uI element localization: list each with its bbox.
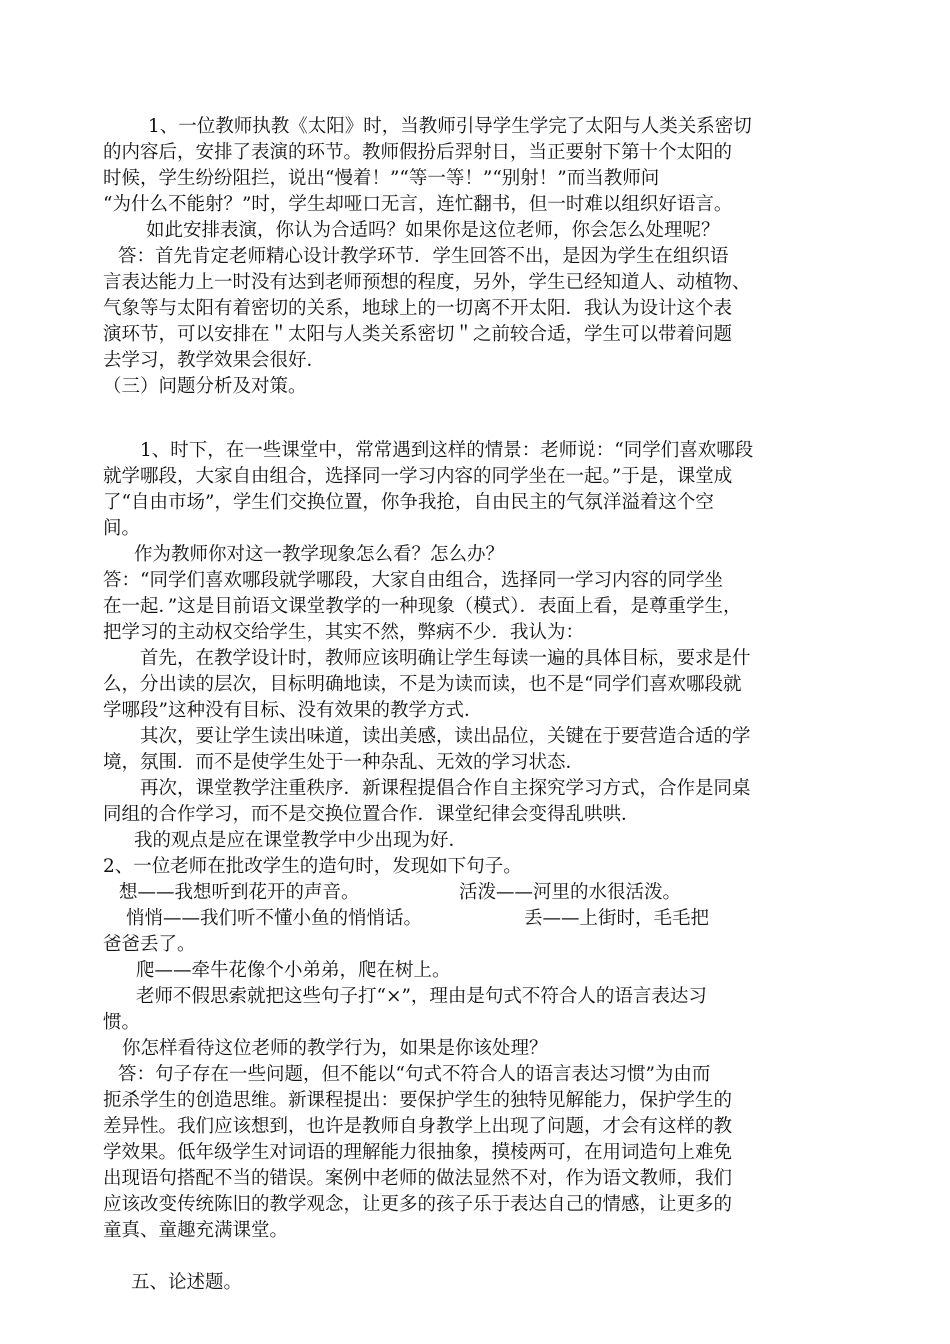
text-line: 童真、童趣充满课堂。: [103, 1220, 289, 1241]
text-line: 气象等与太阳有着密切的关系，地球上的一切离不开太阳．我认为设计这个表: [103, 298, 733, 319]
text-line: 你怎样看待这位老师的教学行为，如果是你该处理？: [122, 1038, 548, 1059]
text-line: 把学习的主动权交给学生，其实不然，弊病不少．我认为：: [103, 622, 585, 643]
text-line: 其次，要让学生读出味道，读出美感，读出品位，关键在于要营造合适的学: [140, 726, 751, 747]
text-line: 作为教师你对这一教学现象怎么看？怎么办？: [134, 544, 505, 565]
section-heading: （三）问题分析及对策。: [103, 376, 307, 397]
text-line: 学哪段”这种没有目标、没有效果的教学方式．: [103, 700, 483, 721]
text-line: 丢——上街时，毛毛把: [524, 908, 710, 929]
text-line: 爬——牵牛花像个小弟弟，爬在树上。: [136, 960, 451, 981]
text-line: 1、一位教师执教《太阳》时，当教师引导学生学完了太阳与人类关系密切: [148, 116, 752, 137]
text-line: 学效果。低年级学生对词语的理解能力很抽象，摸棱两可，在用词造句上难免: [103, 1142, 733, 1163]
text-line: 就学哪段，大家自由组合，选择同一学习内容的同学坐在一起。”于是，课堂成: [103, 466, 733, 487]
text-line: 的内容后，安排了表演的环节。教师假扮后羿射日，当正要射下第十个太阳的: [103, 142, 733, 163]
text-line: 我的观点是应在课堂教学中少出现为好．: [134, 830, 468, 851]
text-line: 活泼——河里的水很活泼。: [459, 882, 682, 903]
text-line: 扼杀学生的创造思维。新课程提出：要保护学生的独特见解能力，保护学生的: [103, 1090, 733, 1111]
text-line: 在一起．”这是目前语文课堂教学的一种现象（模式）．表面上看，是尊重学生，: [103, 596, 742, 617]
text-line: 爸爸丢了。: [103, 934, 196, 955]
text-line: 答：“同学们喜欢哪段就学哪段，大家自由组合，选择同一学习内容的同学坐: [103, 570, 723, 591]
text-line: 演环节，可以安排在＂太阳与人类关系密切＂之前较合适，学生可以带着问题: [103, 324, 733, 345]
text-line: 答：句子存在一些问题，但不能以“句式不符合人的语言表达习惯”为由而: [118, 1064, 711, 1085]
text-line: 悄悄——我们听不懂小鱼的悄悄话。: [126, 908, 423, 929]
text-line: 惯。: [103, 1012, 141, 1033]
text-line: 应该改变传统陈旧的教学观念，让更多的孩子乐于表达自己的情感，让更多的: [103, 1194, 733, 1215]
text-line: 老师不假思索就把这些句子打“×”，理由是句式不符合人的语言表达习: [136, 986, 707, 1007]
text-line: 首先，在教学设计时，教师应该明确让学生每读一遍的具体目标，要求是什: [140, 648, 751, 669]
text-line: 差异性。我们应该想到，也许是教师自身教学上出现了问题，才会有这样的教: [103, 1116, 733, 1137]
text-line: 言表达能力上一时没有达到老师预想的程度，另外，学生已经知道人、动植物、: [103, 272, 751, 293]
text-line: 了“自由市场”，学生们交换位置，你争我抢，自由民主的气氛洋溢着这个空: [103, 492, 714, 513]
text-line: 再次，课堂教学注重秩序．新课程提倡合作自主探究学习方式，合作是同桌: [140, 778, 751, 799]
text-line: 2、一位老师在批改学生的造句时，发现如下句子。: [103, 856, 522, 877]
text-line: 同组的合作学习，而不是交换位置合作．课堂纪律会变得乱哄哄．: [103, 804, 640, 825]
text-line: 时候，学生纷纷阻拦，说出“慢着！”“等一等！”“别射！”而当教师问: [103, 168, 660, 189]
text-line: 想——我想听到花开的声音。: [119, 882, 360, 903]
text-line: 境，氛围．而不是使学生处于一种杂乱、无效的学习状态．: [103, 752, 585, 773]
text-line: 么，分出读的层次，目标明确地读，不是为读而读，也不是“同学们喜欢哪段就: [103, 674, 742, 695]
section-heading: 五、论述题。: [131, 1272, 243, 1293]
text-line: 去学习，教学效果会很好．: [103, 350, 326, 371]
text-line: 1、时下，在一些课堂中，常常遇到这样的情景：老师说：“同学们喜欢哪段: [140, 440, 754, 461]
text-line: 答：首先肯定老师精心设计教学环节．学生回答不出，是因为学生在组织语: [118, 246, 729, 267]
text-line: 出现语句搭配不当的错误。案例中老师的做法显然不对，作为语文教师，我们: [103, 1168, 733, 1189]
text-line: “为什么不能射？”时，学生却哑口无言，连忙翻书，但一时难以组织好语言。: [103, 194, 733, 215]
text-line: 如此安排表演，你认为合适吗？如果你是这位老师，你会怎么处理呢？: [146, 220, 720, 241]
text-line: 间。: [103, 518, 141, 539]
